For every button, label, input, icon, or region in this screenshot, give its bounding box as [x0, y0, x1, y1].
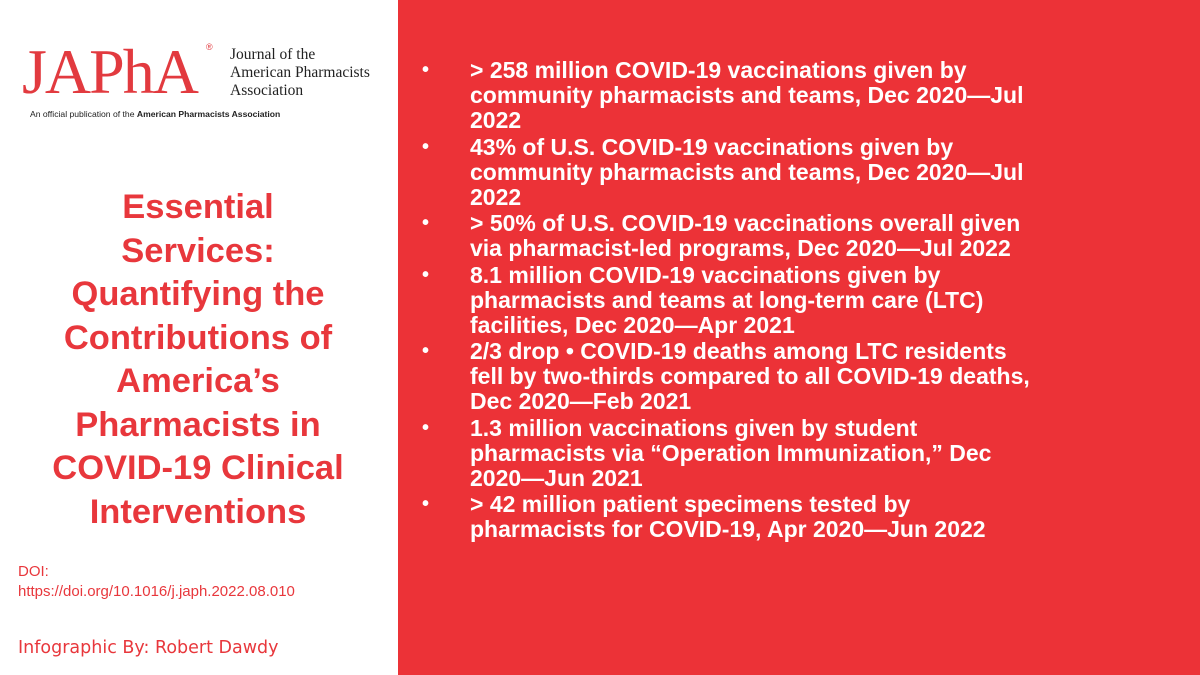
- fact-text-line: Dec 2020—Feb 2021: [470, 388, 692, 414]
- fact-text-line: 2022: [470, 107, 522, 133]
- bullet-icon: •: [422, 212, 430, 234]
- logo-tagline: [30, 109, 280, 119]
- fact-text-line: > 42 million patient specimens tested by: [470, 491, 911, 517]
- infographic-credit: Infographic By: Robert Dawdy: [18, 638, 279, 658]
- journal-name-line: Association: [230, 82, 304, 99]
- infographic-title: [14, 186, 382, 534]
- bullet-icon: •: [422, 59, 430, 81]
- bullet-icon: •: [422, 493, 430, 515]
- japha-logo: [22, 36, 392, 130]
- doi-url[interactable]: https://doi.org/10.1016/j.japh.2022.08.010: [18, 583, 295, 600]
- title-line: Quantifying the: [71, 275, 325, 313]
- title-line: Services:: [121, 231, 275, 270]
- left-panel: [0, 0, 398, 675]
- tagline-org: American Pharmacists Association: [136, 109, 281, 119]
- fact-item: [422, 263, 1192, 338]
- doi-label: DOI:: [18, 563, 49, 580]
- fact-text-line: pharmacists and teams at long-term care (LTC): [470, 286, 984, 313]
- title-line: Contributions of: [63, 318, 333, 357]
- fact-item: [422, 211, 1192, 261]
- fact-text-line: community pharmacists and teams, Dec 2020—Jul: [470, 158, 1024, 185]
- bullet-icon: •: [422, 340, 430, 362]
- logo-wordmark: JAPhA: [22, 36, 197, 107]
- fact-text-line: facilities, Dec 2020—Apr 2021: [470, 311, 795, 338]
- fact-item: [422, 58, 1192, 133]
- fact-text-line: > 258 million COVID-19 vaccinations given by: [470, 57, 967, 83]
- journal-name-line: Journal of the: [230, 46, 316, 63]
- title-line: Essential: [122, 188, 274, 226]
- title-line: America’s: [116, 362, 280, 400]
- title-line: Pharmacists in: [75, 405, 321, 444]
- fact-item: [422, 339, 1192, 414]
- facts-list: [422, 58, 1192, 544]
- registered-mark: ®: [206, 42, 213, 52]
- bullet-icon: •: [422, 263, 430, 286]
- fact-text-line: pharmacists via “Operation Immunization,” Dec: [470, 439, 992, 466]
- fact-text-line: community pharmacists and teams, Dec 2020—Jul: [470, 82, 1024, 108]
- title-line: Interventions: [89, 492, 307, 531]
- tagline-prefix: An official publication of the: [30, 109, 137, 119]
- fact-text-line: 1.3 million vaccinations given by student: [470, 414, 918, 441]
- bullet-icon: •: [422, 416, 430, 439]
- fact-item: [422, 135, 1192, 210]
- fact-text-line: 8.1 million COVID-19 vaccinations given by: [470, 261, 941, 288]
- fact-text-line: 2022: [470, 183, 522, 210]
- fact-text-line: 2020—Jun 2021: [470, 464, 643, 491]
- doi-block: [18, 562, 295, 602]
- fact-text-line: > 50% of U.S. COVID-19 vaccinations overall given: [470, 210, 1021, 236]
- fact-item: [422, 492, 1192, 542]
- fact-text-line: via pharmacist-led programs, Dec 2020—Jul 2022: [470, 235, 1011, 261]
- journal-name: [230, 46, 370, 100]
- fact-text-line: fell by two-thirds compared to all COVID-19 deaths,: [470, 363, 1030, 389]
- journal-name-line: American Pharmacists: [230, 64, 370, 81]
- title-line: COVID-19 Clinical: [52, 449, 344, 487]
- fact-text-line: 43% of U.S. COVID-19 vaccinations given by: [470, 133, 954, 160]
- fact-text-line: 2/3 drop • COVID-19 deaths among LTC residents: [470, 338, 1007, 364]
- fact-item: [422, 416, 1192, 491]
- fact-text-line: pharmacists for COVID-19, Apr 2020—Jun 2022: [470, 516, 986, 542]
- bullet-icon: •: [422, 135, 430, 158]
